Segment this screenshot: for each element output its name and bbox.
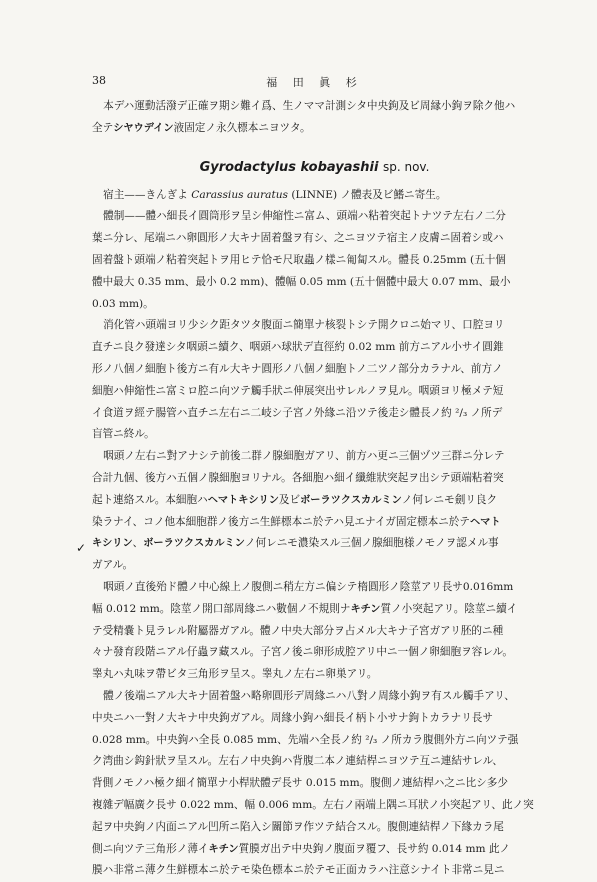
text-run: 全テ — [92, 121, 114, 134]
text-run: ノ何レニモ濃染スル三個ノ腺細胞様ノモノヲ認メル事 — [244, 537, 499, 550]
hook-line — [92, 839, 537, 861]
digest-line: 消化管ハ頭端ヨリ少シク距タツタ腹面ニ簡單ナ核裂トシテ開クロニ始マリ、口腔ヨリ — [103, 319, 505, 332]
text-run: 起ト連絡スル。本細胞ハ — [92, 493, 208, 506]
term-borax-carmine: ボーラツクスカルミン — [300, 494, 402, 506]
text-run: 質ノ小突起アリ。陰莖ニ續イ — [380, 602, 518, 615]
text-run: 幅 0.012 mm。陰莖ノ開口部周緣ニハ數個ノ不規則ナ — [92, 602, 351, 615]
digest-line: 盲管ニ終ル。 — [92, 428, 155, 441]
intro-line — [92, 118, 537, 140]
repro-line: テ受精嚢ト見ラレル附屬器ガアル。體ノ中央大部分ヲ占メル大キナ子宮ガアリ胚的ニ種 — [92, 624, 504, 637]
hook-line: 中央ニハ一對ノ大キナ中央鉤ガアル。周緣小鉤ハ細長イ柄ト小サナ鉤トカラナリ長サ — [92, 711, 493, 724]
text-run: 液固定ノ永久標本ニヨツタ。 — [173, 121, 311, 134]
hook-line: 體ノ後端ニアル大キナ固着盤ハ略卵圓形デ周緣ニハ八對ノ周緣小鉤ヲ有スル觸手アリ、 — [103, 689, 515, 702]
term-chitin: キチン — [208, 843, 239, 855]
body-line: 體中最大 0.35 mm、最小 0.2 mm)、體幅 0.05 mm (五十個體中最大 0.07 mm、最小 — [92, 275, 511, 288]
body-line: 固着盤ト頭端ノ粘着突起トヲ用ヒテ恰モ尺取蟲ノ樣ニ匍匐スル。體長 0.25mm (五十個 — [92, 253, 506, 266]
text-run: 染ラナイ、コノ他本細胞群ノ後方ニ生鮮標本ニ於テハ見エナイガ固定標本ニ於テ — [92, 515, 470, 528]
text-run: ノ何レニモ劍リ良ク — [401, 493, 498, 506]
text-run: (LINNE) ノ體表及ビ鰭ニ寄生。 — [287, 188, 447, 201]
term-haematoxylin: キシリン — [92, 538, 133, 550]
gland-line — [92, 512, 537, 534]
hook-line: 起ヲ中央鉤ノ内面ニアル凹所ニ陷入シ關節ヲ作ツテ結合スル。腹側連結桿ノ下緣カラ尾 — [92, 820, 504, 833]
body-line: 體制——體ハ細長イ圓筒形ヲ呈シ伸縮性ニ富ム、頭端ハ粘着突起トナツテ左右ノ二分 — [103, 210, 506, 223]
hook-line: 0.028 mm。中央鉤ハ全長 0.085 mm、先端ハ全長ノ約 ²/₃ ノ所カラ腹側外方ニ向ツテ强 — [92, 733, 519, 746]
page-header — [92, 74, 537, 90]
text-run: 側ニ向ツテ三角形ノ薄イ — [92, 842, 209, 855]
gland-line — [92, 533, 537, 555]
hook-line: 複雜デ幅廣ク長サ 0.022 mm、幅 0.006 mm。左右ノ兩端上隅ニ耳狀ノ小突起アリ、此ノ突 — [92, 798, 534, 811]
term-schaudinn: シヤウデイン — [113, 122, 174, 134]
host-scientific-name: Carassius auratus — [191, 188, 288, 201]
intro-line: 本デハ運動活潑デ正確ヲ期シ難イ爲、生ノママ計測シタ中央鉤及ビ周縁小鉤ヲ除ク他ハ — [103, 100, 516, 112]
repro-line: 々ナ發育段階ニアル仔蟲ヲ藏スル。子宮ノ後ニ卵形成腔アリ中ニ一個ノ卵細胞ヲ容レル。 — [92, 646, 513, 659]
gland-line: ガアル。 — [92, 559, 134, 572]
host-line — [92, 185, 537, 207]
repro-line: 咽頭ノ直後殆ド體ノ中心線上ノ腹側ニ稍左方ニ偏シテ楕圓形ノ陰莖アリ長サ0.016mm — [103, 580, 514, 593]
text-run: 、 — [132, 537, 144, 550]
body-line: 0.03 mm)。 — [92, 297, 154, 310]
species-suffix: sp. nov. — [382, 159, 430, 174]
hook-line: 膜ハ非常ニ薄ク生鮮標本ニ於テモ染色標本ニ於テモ正面カラハ注意シナイト非常ニ見ニ — [92, 864, 505, 877]
gland-line: 咽頭ノ左右ニ對アナシテ前後二群ノ腺細胞ガアリ、前方ハ更ニ三個ヅツ三群ニ分レテ — [103, 450, 505, 463]
text-run: 質膜ガ出テ中央鉤ノ腹面ヲ覆フ、長サ約 0.014 mm 此ノ — [238, 842, 511, 855]
margin-check-mark: ✓ — [76, 541, 87, 555]
digest-line: 細胞ハ伸縮性ニ富ミロ腔ニ向ツテ觸手狀ニ伸展突出サレルノヲ見ル。咽頭ヨリ極メテ短 — [92, 384, 504, 397]
text-run: 宿主——きんぎよ — [103, 188, 192, 201]
term-haematoxylin: ヘマトキシリン — [207, 494, 279, 506]
running-head: 福 田 眞 杉 — [266, 76, 363, 89]
hook-line: ク湾曲シ鈎針狀ヲ呈スル。左右ノ中央鉤ハ背腹二本ノ連結桿ニヨツテ互ニ連結サレル、 — [92, 755, 503, 768]
term-haematoxylin: ヘマト — [469, 516, 501, 528]
digest-line: イ食道ヲ經テ腸管ハ直チニ左右ニ二岐シ子宮ノ外緣ニ沿ツテ後走シ體長ノ約 ²/₃ ノ所デ — [92, 406, 503, 419]
body-line: 葉ニ分レ、尾端ニハ卵圓形ノ大キナ固着盤ヲ有シ、之ニヨツテ宿主ノ皮膚ニ固着シ或ハ — [92, 232, 504, 245]
term-chitin: キチン — [350, 603, 381, 615]
page-number: 38 — [92, 74, 106, 87]
gland-line — [92, 490, 537, 512]
hook-line: 背側ノモノハ極ク細イ簡單ナ小桿狀體デ長サ 0.015 mm。腹側ノ連結桿ハ之ニ比シ多少 — [92, 777, 508, 790]
digest-line: 形ノ八個ノ細胞ト後方ニ有ル大キナ圓形ノ八個ノ細胞トノ二ツノ部分カラナル、前方ノ — [92, 362, 503, 375]
species-title — [92, 156, 537, 179]
text-run: 及ビ — [278, 493, 301, 506]
repro-line: 睾丸ハ丸味ヲ帶ビタ三角形ヲ呈ス。睾丸ノ左右ニ卵巣アリ。 — [92, 668, 378, 681]
species-name: Gyrodactylus kobayashii — [199, 159, 379, 175]
digest-line: 直チニ良ク發達シタ咽頭ニ續ク、咽頭ハ球狀デ直徑約 0.02 mm 前方ニアル小サイ圓錐 — [92, 341, 504, 354]
repro-line — [92, 599, 537, 621]
article-body — [92, 96, 537, 882]
gland-line: 合計九個、後方ハ五個ノ腺細胞ヨリナル。各細胞ハ細イ纖維狀突起ヲ出シテ頭端粘着突 — [92, 471, 504, 484]
term-borax-carmine: ボーラツクスカルミン — [143, 538, 245, 550]
